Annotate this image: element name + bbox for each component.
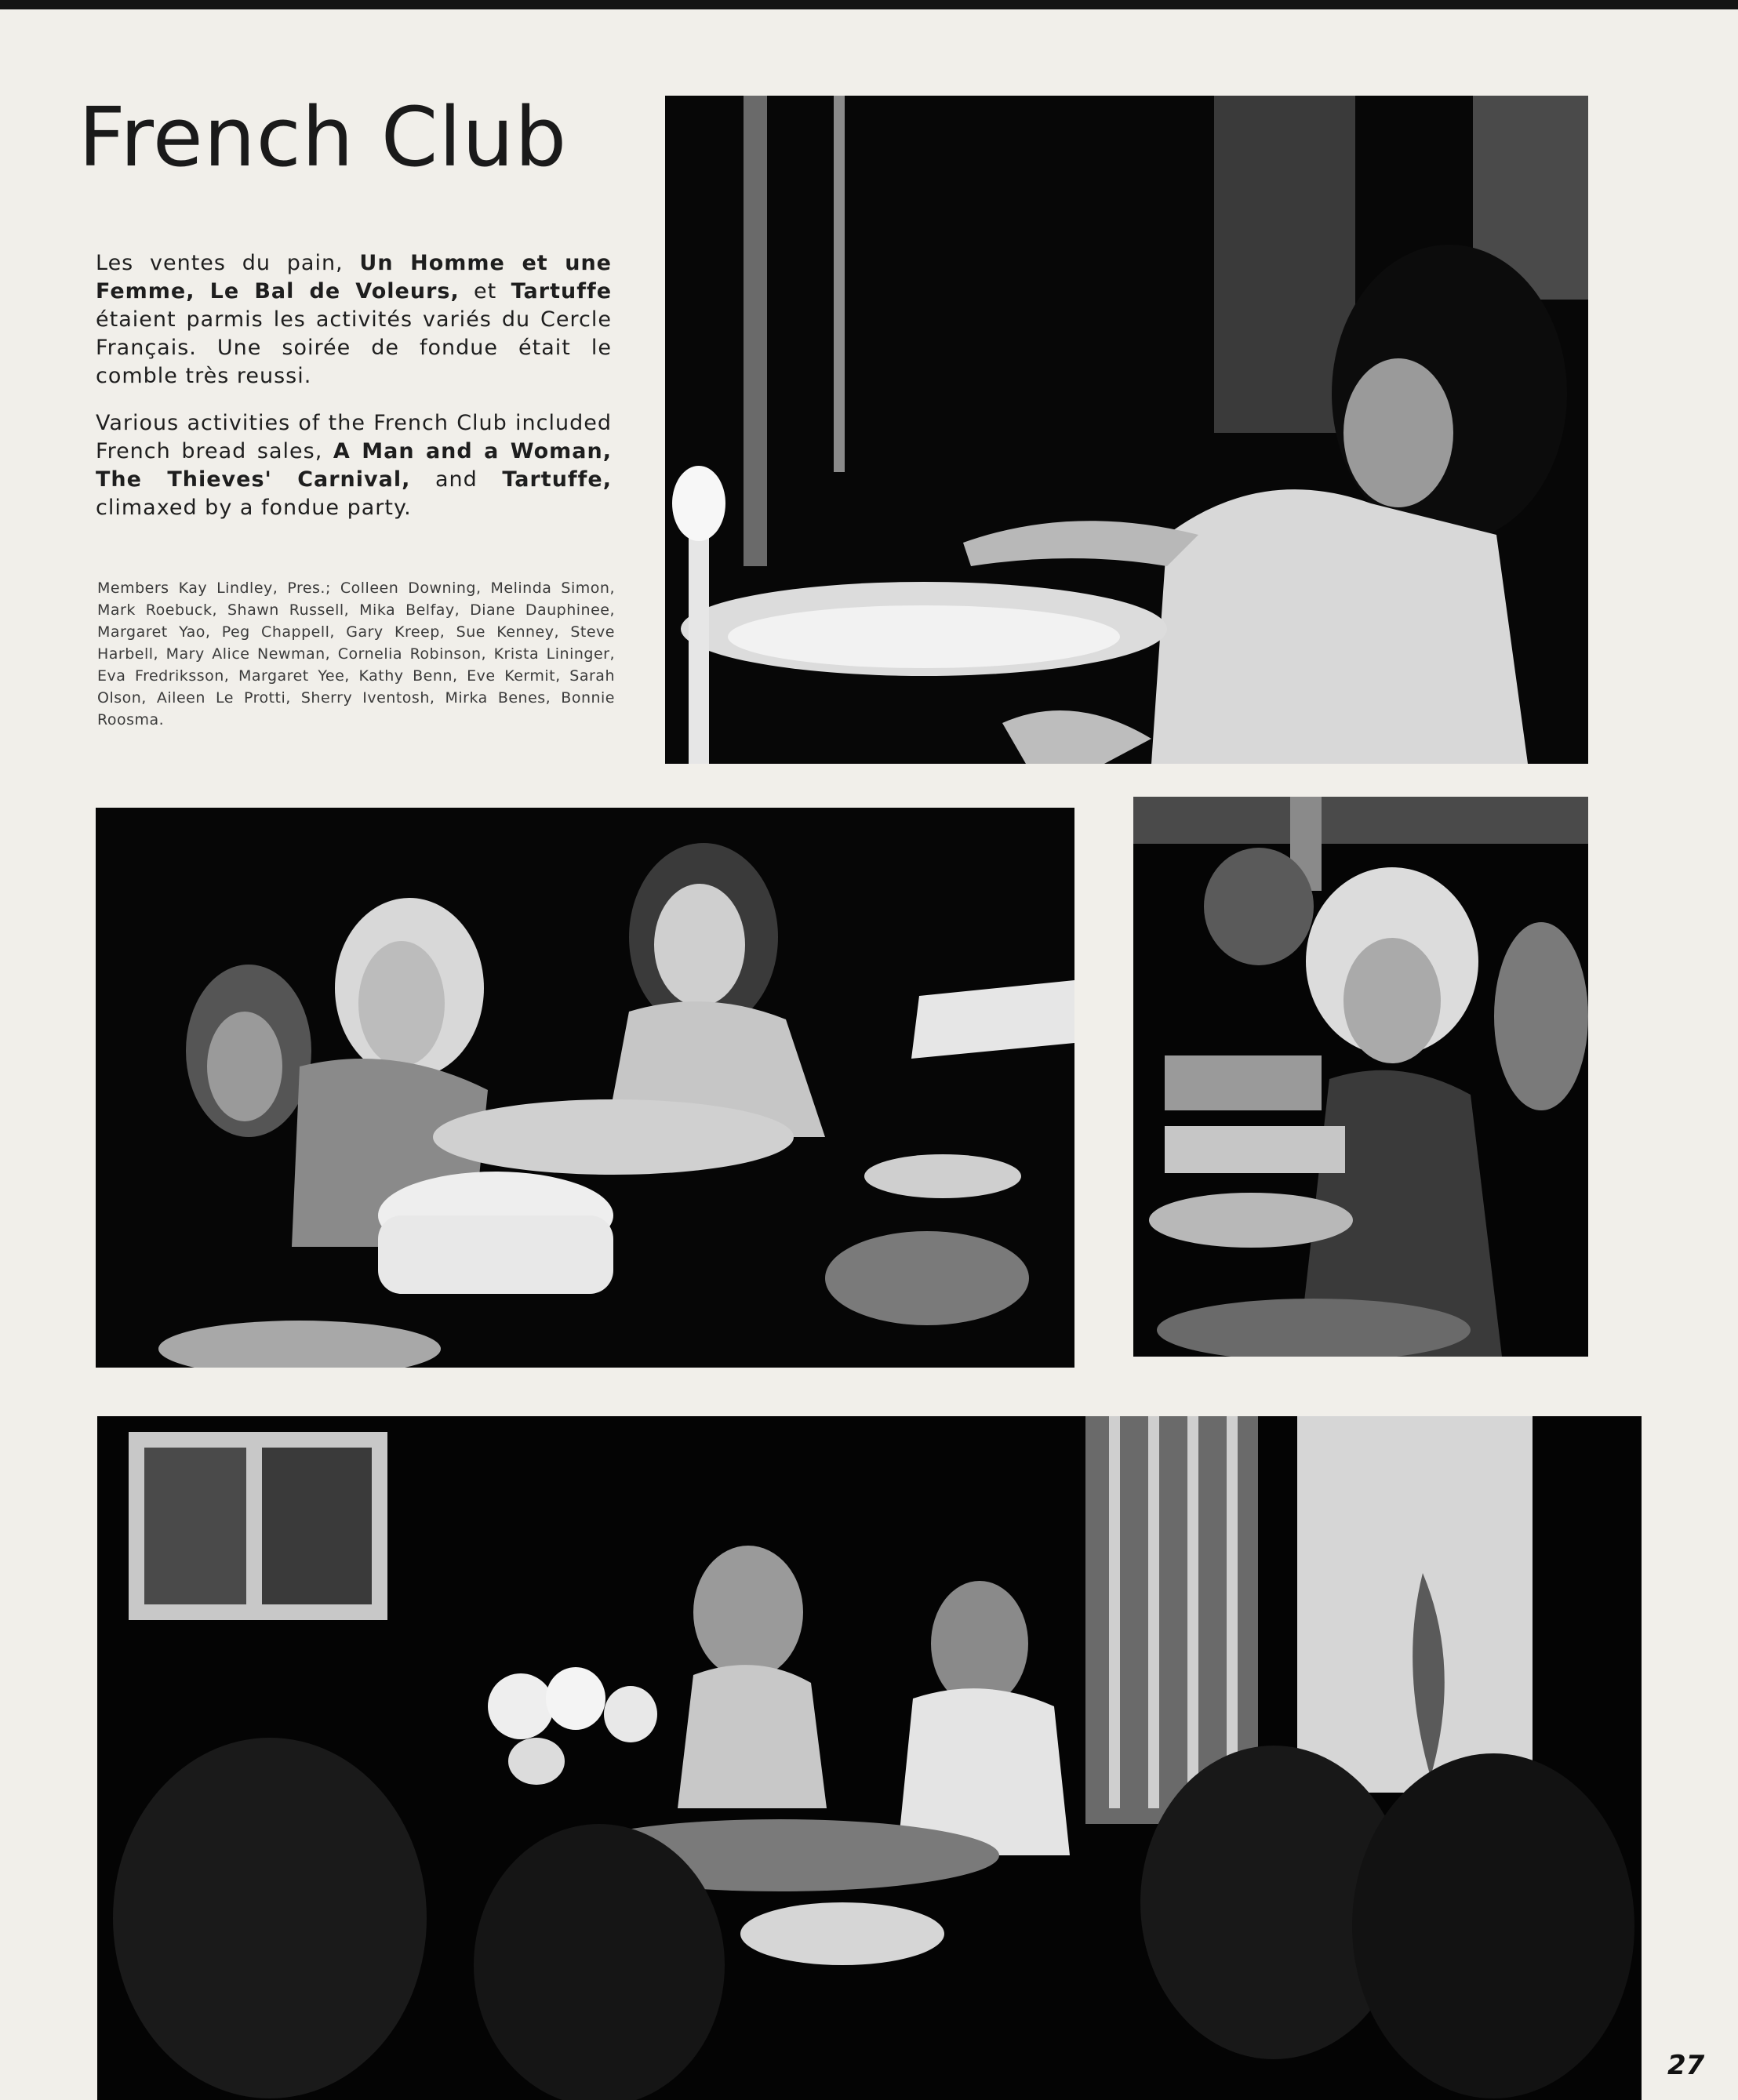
members-list: Members Kay Lindley, Pres.; Colleen Downing, Melinda Simon, Mark Roebuck, Shawn Russell, Mika Belfay, Diane Dauphinee, Margaret Yao, Peg Chappell, Gary Kreep, Sue Kenney, Steve Harbell, Mary Alice Newman, Cornelia Robinson, Krista Lininger, Eva Fredriksson, Margaret Yee, Kathy Benn, Eve Kermit, Sarah Olson, Aileen Le Protti, Sherry Iventosh, Mirka Benes, Bonnie Roosma. (97, 579, 615, 728)
french-paragraph (96, 249, 612, 391)
bold-title-run: Un Homme et une Femme, Le Bal de Voleurs, (96, 251, 612, 303)
text-run: climaxed by a fondue party. (96, 496, 412, 520)
top-rule (0, 0, 1738, 9)
page-title: French Club (78, 89, 568, 185)
english-paragraph (96, 409, 612, 522)
photo-girl-eating (1133, 797, 1588, 1357)
bold-title-run: A Man and a Woman, The Thieves' Carnival, (96, 439, 612, 492)
text-run: and (410, 467, 503, 492)
text-run: et (459, 279, 511, 303)
page-number: 27 (1667, 2050, 1705, 2081)
bold-title-run: Tartuffe (511, 279, 612, 303)
text-run: Les ventes du pain, (96, 251, 360, 275)
bold-title-run: Tartuffe, (502, 467, 612, 492)
text-run: étaient parmis les activités variés du Cercle Français. Une soirée de fondue était le comble très reussi. (96, 307, 612, 388)
text-run: Various activities of the French Club included French bread sales, (96, 411, 612, 463)
photo-fondue-party (97, 1416, 1642, 2100)
photo-group-at-table (96, 808, 1074, 1368)
photo-girl-serving-fondue (665, 96, 1588, 764)
